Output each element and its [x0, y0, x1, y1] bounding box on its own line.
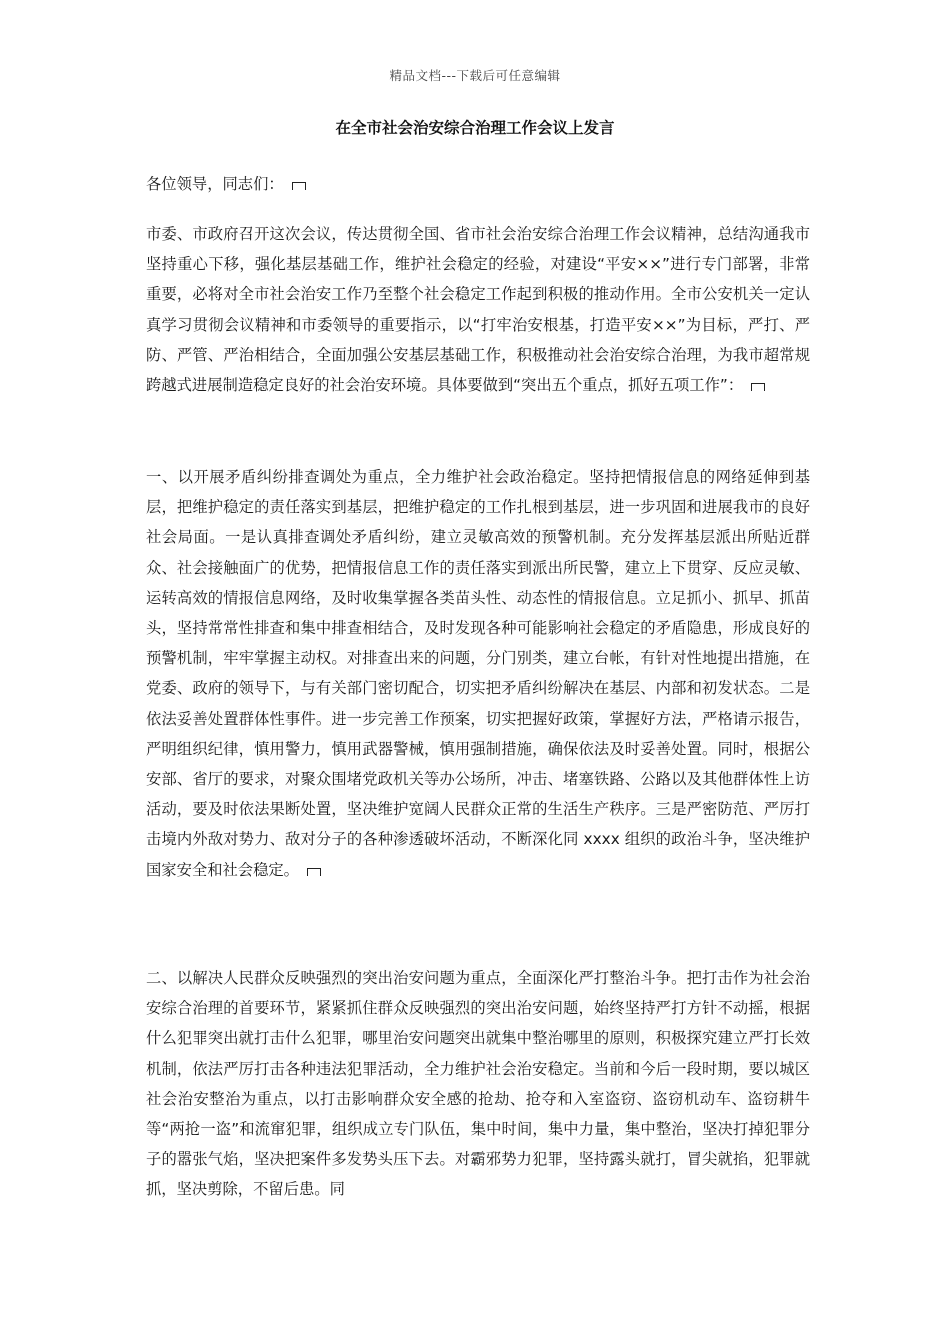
- salutation: [146, 169, 810, 199]
- salutation-text: 各位领导，同志们：: [146, 175, 284, 193]
- paragraph-section-two: [146, 963, 810, 1205]
- paragraph-mark-icon: [307, 868, 321, 876]
- paragraph-intro: [146, 219, 810, 400]
- paragraph-section-two-text: 二、以解决人民群众反映强烈的突出治安问题为重点，全面深化严打整治斗争。把打击作为社会治安综合治理的首要环节，紧紧抓住群众反映强烈的突出治安问题，始终坚持严打方针不动摇，根据什么犯罪突出就打击什么犯罪，哪里治安问题突出就集中整治哪里的原则，积极探究建立严打长效机制，依法严厉打击各种违法犯罪活动，全力维护社会治安稳定。当前和今后一段时期，要以城区社会治安整治为重点，以打击影响群众安全感的抢劫、抢夺和入室盗窃、盗窃机动车、盗窃耕牛等“两抢一盗”和流窜犯罪，组织成立专门队伍，集中时间，集中力量，集中整治，坚决打掉犯罪分子的嚣张气焰，坚决把案件多发势头压下去。对霸邪势力犯罪，坚持露头就打，冒尖就掐，犯罪就抓，坚决剪除，不留后患。同: [146, 969, 810, 1199]
- paragraph-mark-icon: [751, 383, 765, 391]
- header-note: 精品文档---下载后可任意编辑: [389, 68, 561, 83]
- paragraph-mark-icon: [292, 182, 306, 190]
- paragraph-section-one: [146, 462, 810, 885]
- paragraph-intro-text: 市委、市政府召开这次会议，传达贯彻全国、省市社会治安综合治理工作会议精神，总结沟通我市坚持重心下移，强化基层基础工作，维护社会稳定的经验，对建设“平安××”进行专门部署，非常重要，必将对全市社会治安工作乃至整个社会稳定工作起到积极的推动作用。全市公安机关一定认真学习贯彻会议精神和市委领导的重要指示，以“打牢治安根基，打造平安××”为目标，严打、严防、严管、严治相结合，全面加强公安基层基础工作，积极推动社会治安综合治理，为我市超常规跨越式进展制造稳定良好的社会治安环境。具体要做到“突出五个重点，抓好五项工作”：: [146, 225, 810, 395]
- document-title: 在全市社会治安综合治理工作会议上发言: [335, 119, 615, 137]
- paragraph-section-one-text: 一、以开展矛盾纠纷排查调处为重点，全力维护社会政治稳定。坚持把情报信息的网络延伸到基层，把维护稳定的责任落实到基层，把维护稳定的工作扎根到基层，进一步巩固和进展我市的良好社会局面。一是认真排查调处矛盾纠纷，建立灵敏高效的预警机制。充分发挥基层派出所贴近群众、社会接触面广的优势，把情报信息工作的责任落实到派出所民警，建立上下贯穿、反应灵敏、运转高效的情报信息网络，及时收集掌握各类苗头性、动态性的情报信息。立足抓小、抓早、抓苗头，坚持常常性排查和集中排查相结合，及时发现各种可能影响社会稳定的矛盾隐患，形成良好的预警机制，牢牢掌握主动权。对排查出来的问题，分门别类，建立台帐，有针对性地提出措施，在党委、政府的领导下，与有关部门密切配合，切实把矛盾纠纷解决在基层、内部和初发状态。二是依法妥善处置群体性事件。进一步完善工作预案，切实把握好政策，掌握好方法，严格请示报告，严明组织纪律，慎用警力，慎用武器警械，慎用强制措施，确保依法及时妥善处置。同时，根据公安部、省厅的要求，对聚众围堵党政机关等办公场所，冲击、堵塞铁路、公路以及其他群体性上访活动，要及时依法果断处置，坚决维护宽阔人民群众正常的生活生产秩序。三是严密防范、严厉打击境内外敌对势力、敌对分子的各种渗透破坏活动，不断深化同 xxxx 组织的政治斗争，坚决维护国家安全和社会稳定。: [146, 468, 810, 879]
